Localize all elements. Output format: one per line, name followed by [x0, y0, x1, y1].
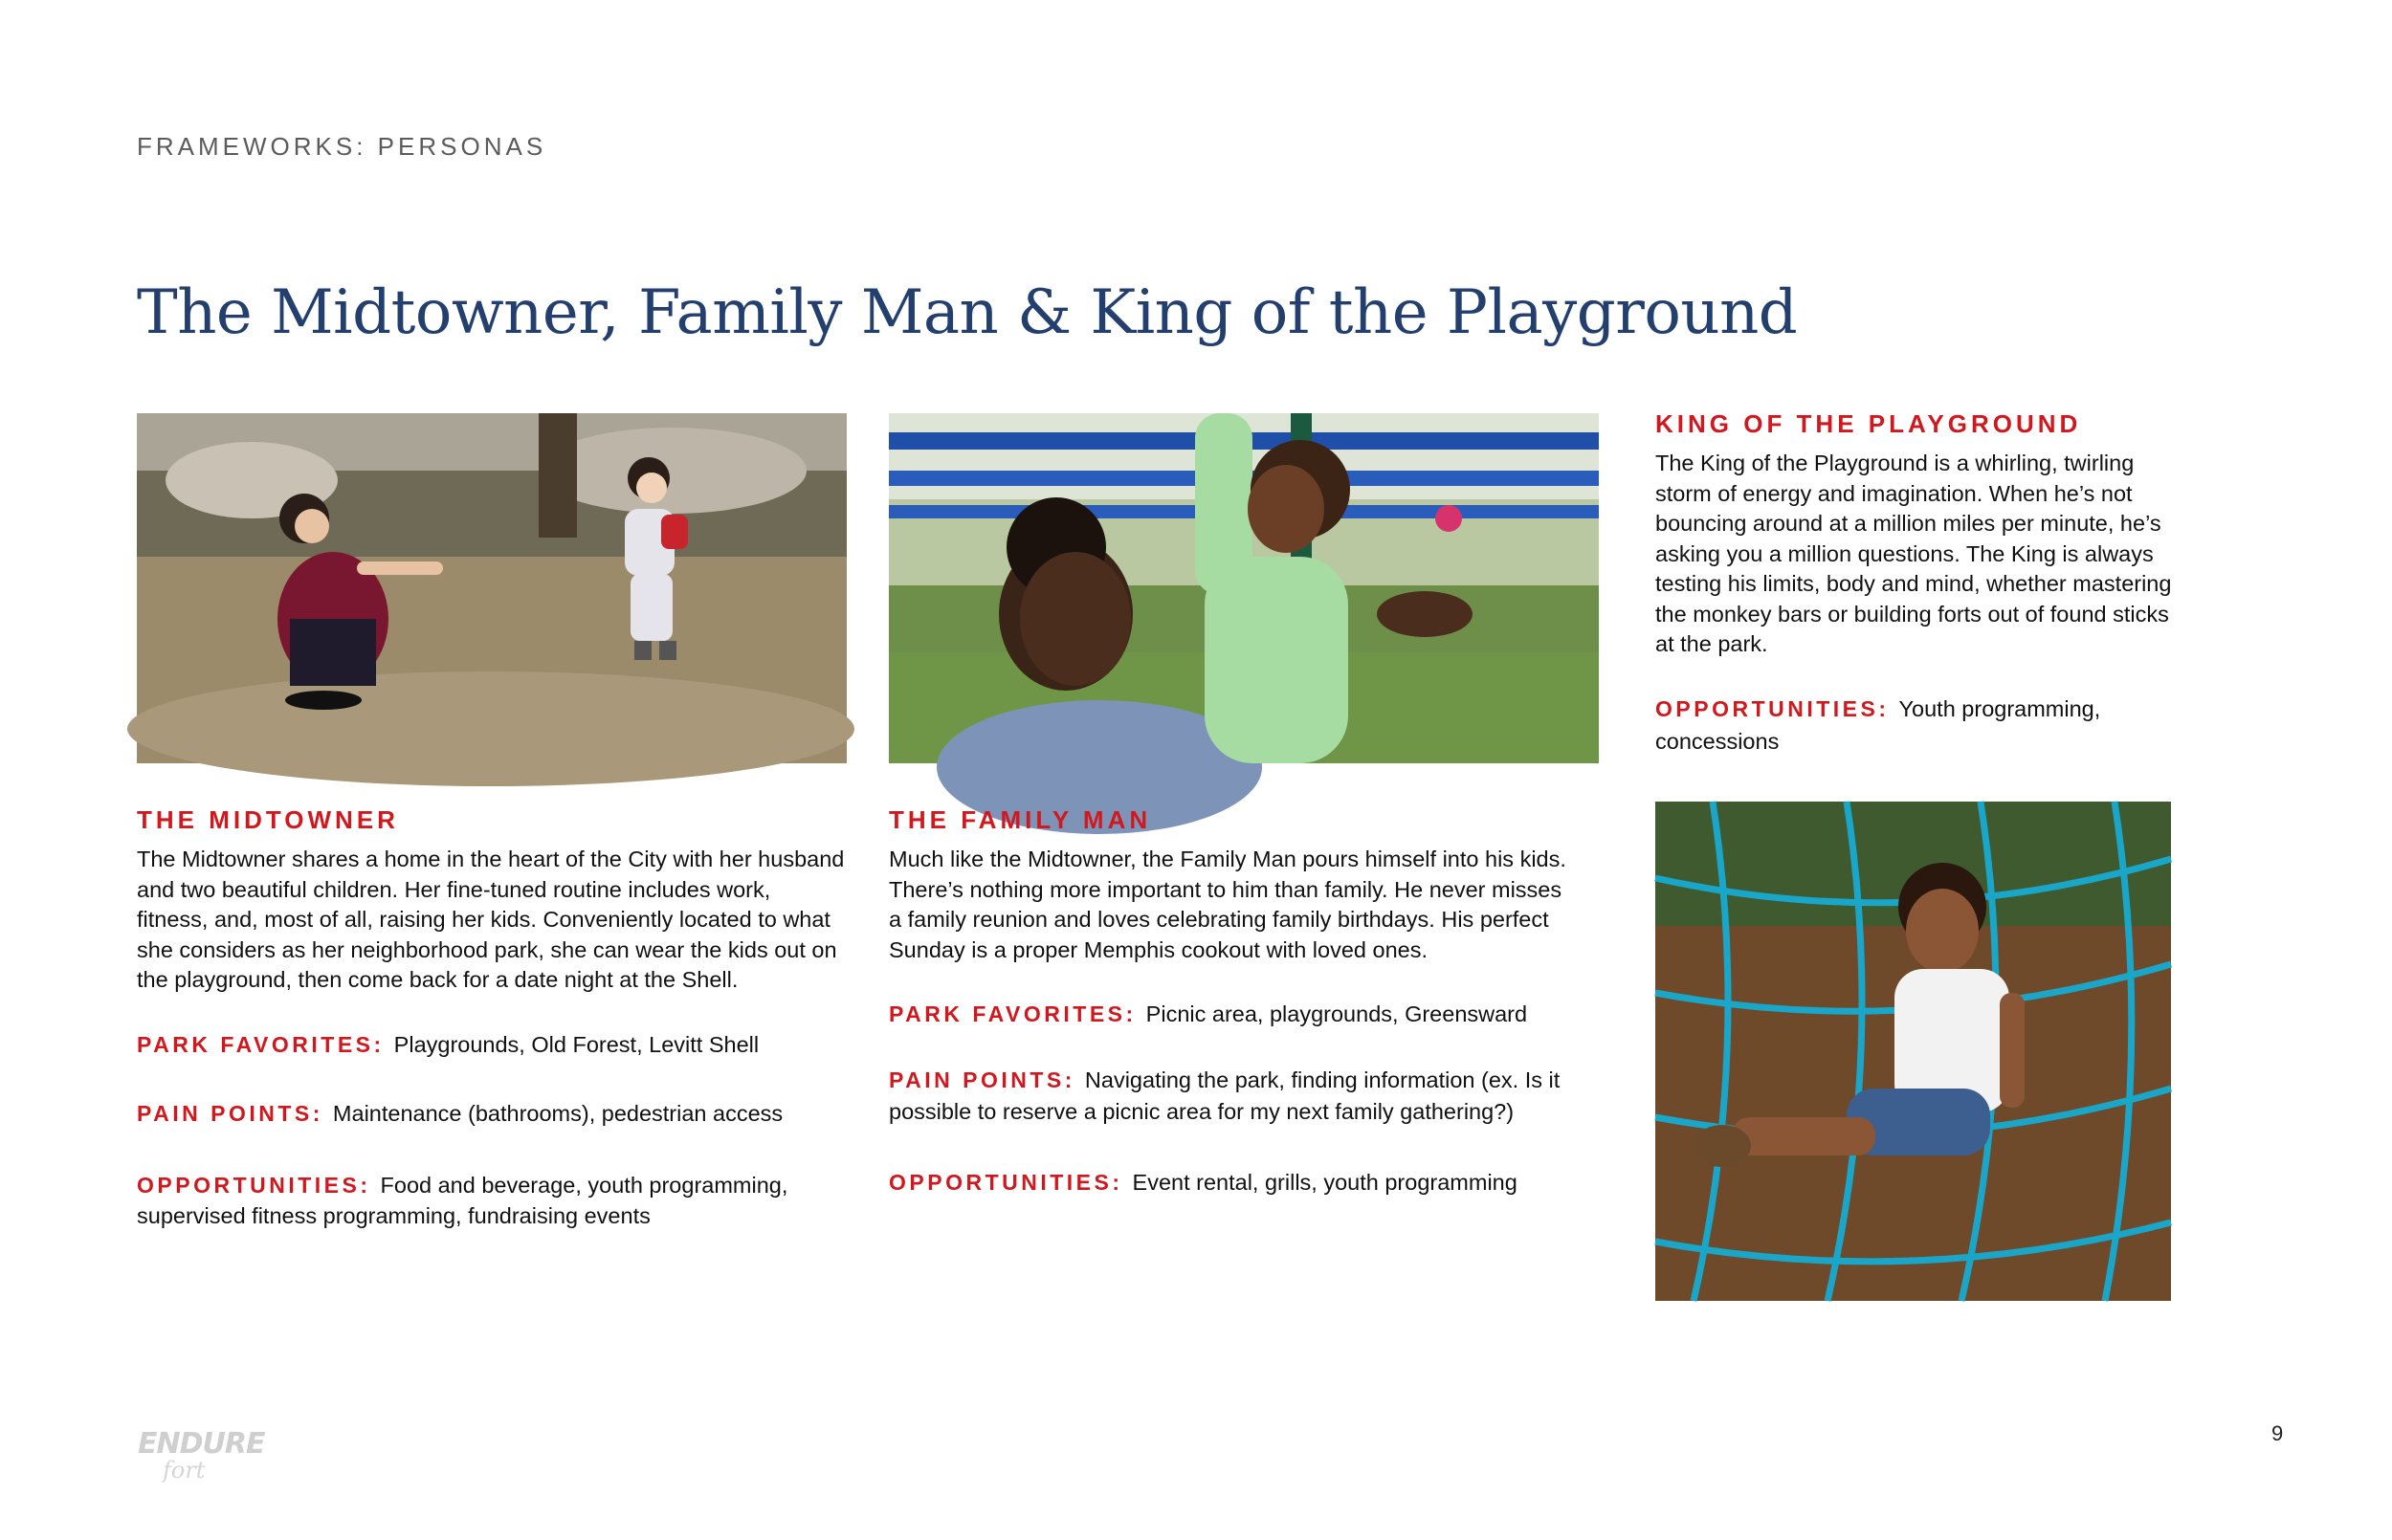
king-opportunities	[1655, 693, 2153, 758]
king-photo	[1655, 802, 2171, 1301]
park-favorites-label: PARK FAVORITES:	[889, 1001, 1137, 1026]
pain-points-label: PAIN POINTS:	[889, 1067, 1075, 1092]
king-column	[1655, 409, 2191, 758]
family-man-park-favorites	[889, 998, 1599, 1030]
midtowner-description: The Midtowner shares a home in the heart of the City with her husband and two beautiful children. Her fine-tuned routine includes work, fitness, and, most of all, raising her kids. Conveniently located to what she considers as her neighborhood park, she can wear the kids out on the playground, then come back for a date night at the Shell.	[137, 847, 845, 992]
midtowner-column	[137, 805, 847, 1231]
midtowner-heading: THE MIDTOWNER	[137, 805, 399, 834]
opportunities-label: OPPORTUNITIES:	[1655, 695, 1890, 721]
family-man-pain-points	[889, 1065, 1578, 1128]
endure-fort-logo	[136, 1420, 265, 1485]
family-man-column	[889, 805, 1599, 1199]
park-favorites-label: PARK FAVORITES:	[137, 1031, 385, 1057]
park-favorites-value: Playgrounds, Old Forest, Levitt Shell	[393, 1031, 760, 1057]
family-man-heading: THE FAMILY MAN	[889, 805, 1152, 834]
family-man-description: Much like the Midtowner, the Family Man pours himself into his kids. There’s nothing more important to him than family. He never misses a family reunion and loves celebrating family birthdays. His perfect Sunday is a proper Memphis cookout with loved ones.	[889, 847, 1566, 962]
family-man-photo	[889, 413, 1599, 763]
midtowner-photo	[137, 413, 847, 763]
page-number: 9	[2271, 1421, 2284, 1445]
svg-text:ENDURE: ENDURE	[138, 1427, 265, 1461]
opportunities-label: OPPORTUNITIES:	[889, 1170, 1123, 1195]
pain-points-label: PAIN POINTS:	[137, 1100, 323, 1126]
svg-text:fort: fort	[163, 1457, 206, 1484]
park-favorites-value: Picnic area, playgrounds, Greensward	[1145, 1001, 1528, 1026]
opportunities-label: OPPORTUNITIES:	[137, 1172, 371, 1198]
king-heading: KING OF THE PLAYGROUND	[1655, 409, 2082, 438]
pain-points-value: Navigating the park, finding information (ex. Is it possible to reserve a picnic area for my next family gathering?)	[889, 1067, 1561, 1124]
opportunities-value: Youth programming, concessions	[1655, 695, 2101, 754]
page-title: The Midtowner, Family Man & King of the Playground	[137, 277, 1798, 348]
opportunities-value: Food and beverage, youth programming, supervised fitness programming, fundraising events	[137, 1172, 788, 1228]
opportunities-value: Event rental, grills, youth programming	[1132, 1170, 1517, 1195]
section-eyebrow: FRAMEWORKS: PERSONAS	[137, 132, 547, 161]
pain-points-value: Maintenance (bathrooms), pedestrian access	[332, 1100, 784, 1126]
midtowner-pain-points	[137, 1097, 847, 1130]
midtowner-park-favorites	[137, 1028, 847, 1061]
family-man-opportunities	[889, 1166, 1599, 1199]
midtowner-opportunities	[137, 1170, 847, 1231]
king-description: The King of the Playground is a whirling, twirling storm of energy and imagination. When he’s not bouncing around at a million miles per minute, he’s asking you a million questions. The King is always testing his limits, body and mind, whether mastering the monkey bars or building forts out of found sticks at the park.	[1655, 451, 2172, 656]
